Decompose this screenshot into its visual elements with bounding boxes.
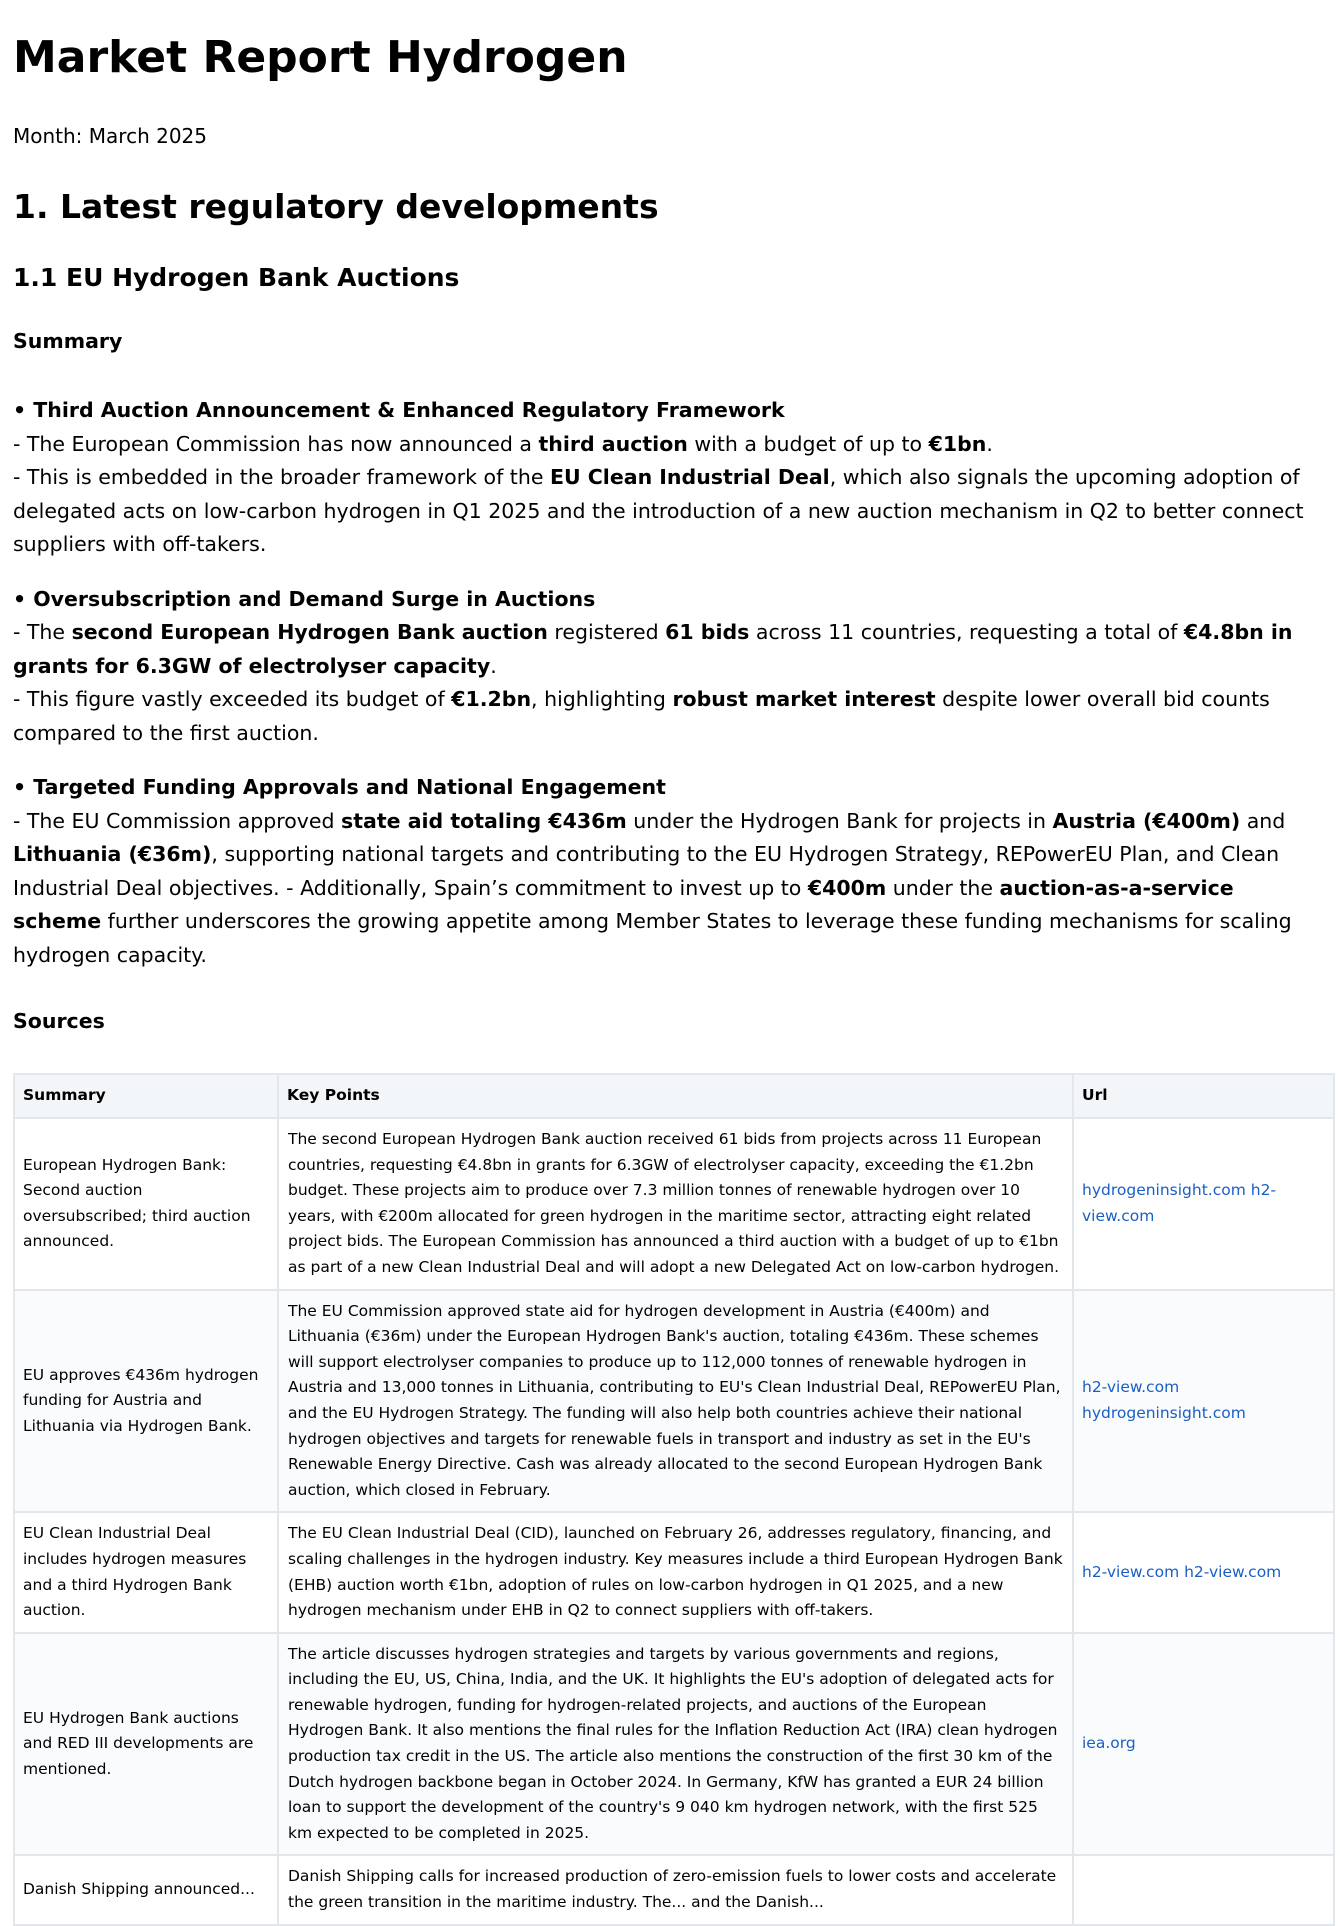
text-run: - The EU Commission approved xyxy=(13,808,342,833)
table-row xyxy=(14,1290,1334,1513)
table-row xyxy=(14,1633,1334,1856)
source-link[interactable]: h2-view.com xyxy=(1082,1562,1180,1581)
table-row xyxy=(14,1855,1334,1924)
bold-text: robust market interest xyxy=(672,687,936,711)
point-line xyxy=(13,683,1327,750)
point-title: • Oversubscription and Demand Surge in Auctions xyxy=(13,586,596,611)
text-run: under the xyxy=(886,875,1000,900)
summary-point xyxy=(13,771,1327,972)
table-row xyxy=(14,1118,1334,1290)
bold-text: €1bn xyxy=(928,431,987,456)
point-title: • Targeted Funding Approvals and National Engagement xyxy=(13,775,666,799)
source-link[interactable]: iea.org xyxy=(1082,1734,1136,1753)
source-link[interactable]: h2-view.com xyxy=(1082,1378,1180,1397)
subsection-heading-hydrogen-bank: 1.1 EU Hydrogen Bank Auctions xyxy=(13,263,460,292)
table-row xyxy=(14,1512,1334,1632)
cell-summary: EU Hydrogen Bank auctions and RED III developments are mentioned. xyxy=(14,1633,278,1856)
report-month: Month: March 2025 xyxy=(13,124,208,148)
source-link[interactable]: hydrogeninsight.com xyxy=(1082,1403,1246,1422)
text-run: - This is embedded in the broader framework of the xyxy=(13,465,550,489)
cell-summary: Danish Shipping announced... xyxy=(14,1855,278,1924)
section-heading-regulatory: 1. Latest regulatory developments xyxy=(13,187,659,226)
cell-url xyxy=(1073,1633,1334,1856)
table-body xyxy=(14,1118,1334,1925)
cell-key-points: The second European Hydrogen Bank auction received 61 bids from projects across 11 European countries, requesting €4.8bn in grants for 6.3GW of electrolyser capacity, exceeding the €1.2bn budget. These projects aim to produce over 7.3 million tonnes of renewable hydrogen over 10 years, with €200m allocated for green hydrogen in the maritime sector, attracting eight related project bids. The European Commission has announced a third auction with a budget of up to €1bn as part of a new Clean Industrial Deal and will adopt a new Delegated Act on low-carbon hydrogen. xyxy=(278,1118,1073,1290)
source-link[interactable]: h2-view.com xyxy=(1184,1562,1282,1581)
bold-text: Austria (€400m) xyxy=(1052,808,1241,833)
text-run: with a budget of up to xyxy=(687,431,929,456)
cell-url xyxy=(1073,1512,1334,1632)
point-title: • Third Auction Announcement & Enhanced Regulatory Framework xyxy=(13,398,785,422)
text-run: and xyxy=(1240,808,1286,833)
point-lines xyxy=(13,616,1327,750)
text-run: under the Hydrogen Bank for projects in xyxy=(626,808,1053,833)
text-run: - This figure vastly exceeded its budget of xyxy=(13,687,452,711)
cell-url xyxy=(1073,1118,1334,1290)
bold-text: auction-as-a-service scheme xyxy=(13,875,1234,933)
cell-key-points: The EU Commission approved state aid for hydrogen development in Austria (€400m) and Lithuania (€36m) under the European Hydrogen Bank's auction, totaling €436m. These schemes will support electrolyser companies to produce up to 112,000 tonnes of renewable hydrogen in Austria and 13,000 tonnes in Lithuania, contributing to EU's Clean Industrial Deal, REPowerEU Plan, and the EU Hydrogen Strategy. The funding will also help both countries achieve their national hydrogen objectives and targets for renewable fuels in transport and industry as set in the EU's Renewable Energy Directive. Cash was already allocated to the second European Hydrogen Bank auction, which closed in February. xyxy=(278,1290,1073,1513)
point-line xyxy=(13,805,1327,973)
text-run: , supporting national targets and contributing to the EU Hydrogen Strategy, REPowerEU Plan, and Clean Industrial Deal objectives. - Additionally, Spain’s commitment to invest up to xyxy=(13,842,1280,900)
text-run: , highlighting xyxy=(531,687,673,711)
bold-text: third auction xyxy=(538,431,688,456)
summary-heading: Summary xyxy=(13,329,123,353)
cell-summary: EU approves €436m hydrogen funding for Austria and Lithuania via Hydrogen Bank. xyxy=(14,1290,278,1513)
text-run: . xyxy=(986,431,993,456)
point-lines xyxy=(13,428,1327,562)
point-line xyxy=(13,461,1327,562)
text-run: across 11 countries, requesting a total of xyxy=(749,620,1184,644)
cell-summary: EU Clean Industrial Deal includes hydrogen measures and a third Hydrogen Bank auction. xyxy=(14,1512,278,1632)
bold-text: Lithuania (€36m) xyxy=(13,842,212,866)
table-header-row xyxy=(14,1074,1334,1118)
summary-point xyxy=(13,583,1327,751)
bold-text: €400m xyxy=(807,875,887,900)
cell-url xyxy=(1073,1855,1334,1924)
cell-key-points: The article discusses hydrogen strategies and targets by various governments and regions, including the EU, US, China, India, and the UK. It highlights the EU's adoption of delegated acts for renewable hydrogen, funding for hydrogen-related projects, and auctions of the European Hydrogen Bank. It also mentions the final rules for the Inflation Reduction Act (IRA) clean hydrogen production tax credit in the US. The article also mentions the construction of the first 30 km of the Dutch hydrogen backbone began in October 2024. In Germany, KfW has granted a EUR 24 billion loan to support the development of the country's 9 040 km hydrogen network, with the first 525 km expected to be completed in 2025. xyxy=(278,1633,1073,1856)
cell-url xyxy=(1073,1290,1334,1513)
source-link[interactable]: h2-view.com xyxy=(1082,1181,1277,1225)
summary-point xyxy=(13,394,1327,562)
column-header-key-points: Key Points xyxy=(278,1074,1073,1118)
cell-summary: European Hydrogen Bank: Second auction oversubscribed; third auction announced. xyxy=(14,1118,278,1290)
column-header-url: Url xyxy=(1073,1074,1334,1118)
summary-points xyxy=(13,394,1327,972)
sources-heading: Sources xyxy=(13,1009,105,1033)
source-link[interactable]: hydrogeninsight.com xyxy=(1082,1181,1246,1200)
bold-text: 61 bids xyxy=(665,620,750,644)
text-run: registered xyxy=(547,620,666,644)
bold-text: state aid totaling €436m xyxy=(341,808,627,833)
column-header-summary: Summary xyxy=(14,1074,278,1118)
sources-table xyxy=(13,1073,1335,1926)
text-run: further underscores the growing appetite among Member States to leverage these funding mechanisms for scaling hydrogen capacity. xyxy=(13,909,1292,967)
point-lines xyxy=(13,805,1327,973)
bold-text: EU Clean Industrial Deal xyxy=(549,465,830,489)
text-run: . xyxy=(490,653,497,678)
cell-key-points: The EU Clean Industrial Deal (CID), launched on February 26, addresses regulatory, financing, and scaling challenges in the hydrogen industry. Key measures include a third European Hydrogen Bank (EHB) auction worth €1bn, adoption of rules on low-carbon hydrogen in Q1 2025, and a new hydrogen mechanism under EHB in Q2 to connect suppliers with off-takers. xyxy=(278,1512,1073,1632)
page-title: Market Report Hydrogen xyxy=(13,32,628,83)
bold-text: second European Hydrogen Bank auction xyxy=(71,620,548,644)
text-run: - The European Commission has now announced a xyxy=(13,431,539,456)
bold-text: €1.2bn xyxy=(451,687,532,711)
text-run: despite lower overall bid counts compared to the first auction. xyxy=(13,687,1270,745)
point-line xyxy=(13,616,1327,683)
text-run: - The xyxy=(13,620,72,644)
text-run: , which also signals the upcoming adoption of delegated acts on low-carbon hydrogen in Q1 2025 and the introduction of a new auction mechanism in Q2 to better connect suppliers with off-takers. xyxy=(13,465,1304,556)
cell-key-points: Danish Shipping calls for increased production of zero-emission fuels to lower costs and accelerate the green transition in the maritime industry. The... and the Danish... xyxy=(278,1855,1073,1924)
point-line xyxy=(13,428,1327,462)
bold-text: €4.8bn in grants for 6.3GW of electrolyser capacity xyxy=(13,620,1293,678)
